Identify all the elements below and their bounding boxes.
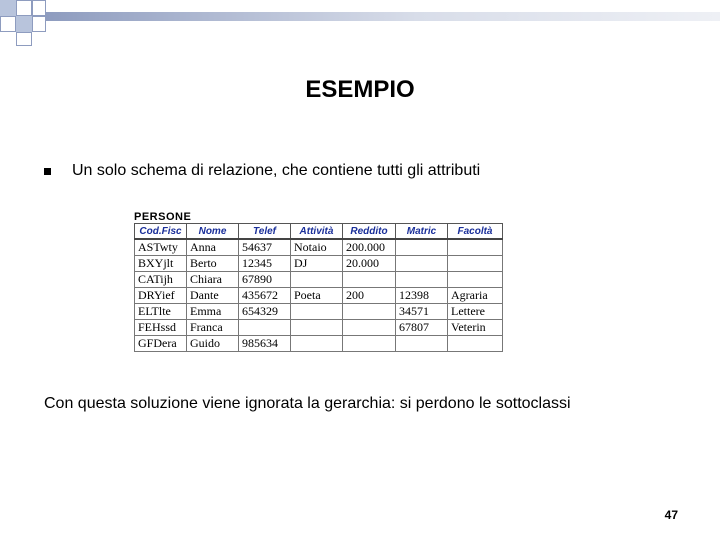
decor-square xyxy=(32,0,46,16)
table-cell: 34571 xyxy=(396,304,448,320)
page-number: 47 xyxy=(664,508,678,522)
table-cell: 54637 xyxy=(239,239,291,256)
decor-square xyxy=(0,0,16,16)
table-cell: Veterin xyxy=(448,320,503,336)
table-cell: Chiara xyxy=(187,272,239,288)
table-cell: 200 xyxy=(343,288,396,304)
table-row xyxy=(135,320,503,336)
table-name: PERSONE xyxy=(134,211,192,223)
table-cell xyxy=(291,272,343,288)
table-cell: DJ xyxy=(291,256,343,272)
table-cell: FEHssd xyxy=(135,320,187,336)
footer-text: Con questa soluzione viene ignorata la gerarchia: si perdono le sottoclassi xyxy=(44,395,571,412)
table-cell: 654329 xyxy=(239,304,291,320)
table-cell: 67890 xyxy=(239,272,291,288)
table-cell: 985634 xyxy=(239,336,291,352)
table-cell: Lettere xyxy=(448,304,503,320)
table-row xyxy=(135,272,503,288)
relation-table-block xyxy=(134,211,502,352)
table-cell xyxy=(291,320,343,336)
decor-square xyxy=(0,16,16,32)
column-header: Cod.Fisc xyxy=(135,224,187,240)
table-cell xyxy=(448,256,503,272)
top-decor-bar xyxy=(46,12,720,21)
table-cell: Guido xyxy=(187,336,239,352)
table-cell xyxy=(343,336,396,352)
table-row xyxy=(135,336,503,352)
table-cell xyxy=(396,272,448,288)
table-cell: 20.000 xyxy=(343,256,396,272)
table-cell: Berto xyxy=(187,256,239,272)
table-cell xyxy=(448,239,503,256)
table-cell xyxy=(396,256,448,272)
table-cell xyxy=(343,304,396,320)
table-cell xyxy=(291,304,343,320)
table-cell: DRYief xyxy=(135,288,187,304)
table-cell: ELTlte xyxy=(135,304,187,320)
table-cell: Poeta xyxy=(291,288,343,304)
slide-title: ESEMPIO xyxy=(305,76,415,103)
decor-square xyxy=(16,0,32,16)
table-row xyxy=(135,304,503,320)
decor-square xyxy=(16,16,32,32)
decor-square xyxy=(32,16,46,32)
table-cell xyxy=(448,336,503,352)
table-cell: 12345 xyxy=(239,256,291,272)
table-cell: 435672 xyxy=(239,288,291,304)
column-header: Facoltà xyxy=(448,224,503,240)
relation-table xyxy=(134,223,503,352)
square-bullet-icon xyxy=(44,168,51,175)
table-cell: Agraria xyxy=(448,288,503,304)
bullet-text: Un solo schema di relazione, che contiene tutti gli attributi xyxy=(72,162,481,179)
table-cell: Franca xyxy=(187,320,239,336)
table-cell xyxy=(291,336,343,352)
table-cell: 12398 xyxy=(396,288,448,304)
table-row xyxy=(135,239,503,256)
table-cell xyxy=(396,336,448,352)
table-cell xyxy=(239,320,291,336)
table-cell xyxy=(396,239,448,256)
column-header: Matric xyxy=(396,224,448,240)
table-cell: 200.000 xyxy=(343,239,396,256)
table-cell xyxy=(448,272,503,288)
table-row xyxy=(135,288,503,304)
column-header: Nome xyxy=(187,224,239,240)
table-cell: Emma xyxy=(187,304,239,320)
table-cell: Notaio xyxy=(291,239,343,256)
table-cell xyxy=(343,320,396,336)
column-header: Reddito xyxy=(343,224,396,240)
table-cell: 67807 xyxy=(396,320,448,336)
table-cell xyxy=(343,272,396,288)
decor-square xyxy=(16,32,32,46)
table-header-row xyxy=(135,224,503,240)
table-cell: Dante xyxy=(187,288,239,304)
table-row xyxy=(135,256,503,272)
table-cell: ASTwty xyxy=(135,239,187,256)
table-cell: GFDera xyxy=(135,336,187,352)
column-header: Telef xyxy=(239,224,291,240)
table-cell: BXYjlt xyxy=(135,256,187,272)
table-cell: CATijh xyxy=(135,272,187,288)
column-header: Attività xyxy=(291,224,343,240)
table-cell: Anna xyxy=(187,239,239,256)
